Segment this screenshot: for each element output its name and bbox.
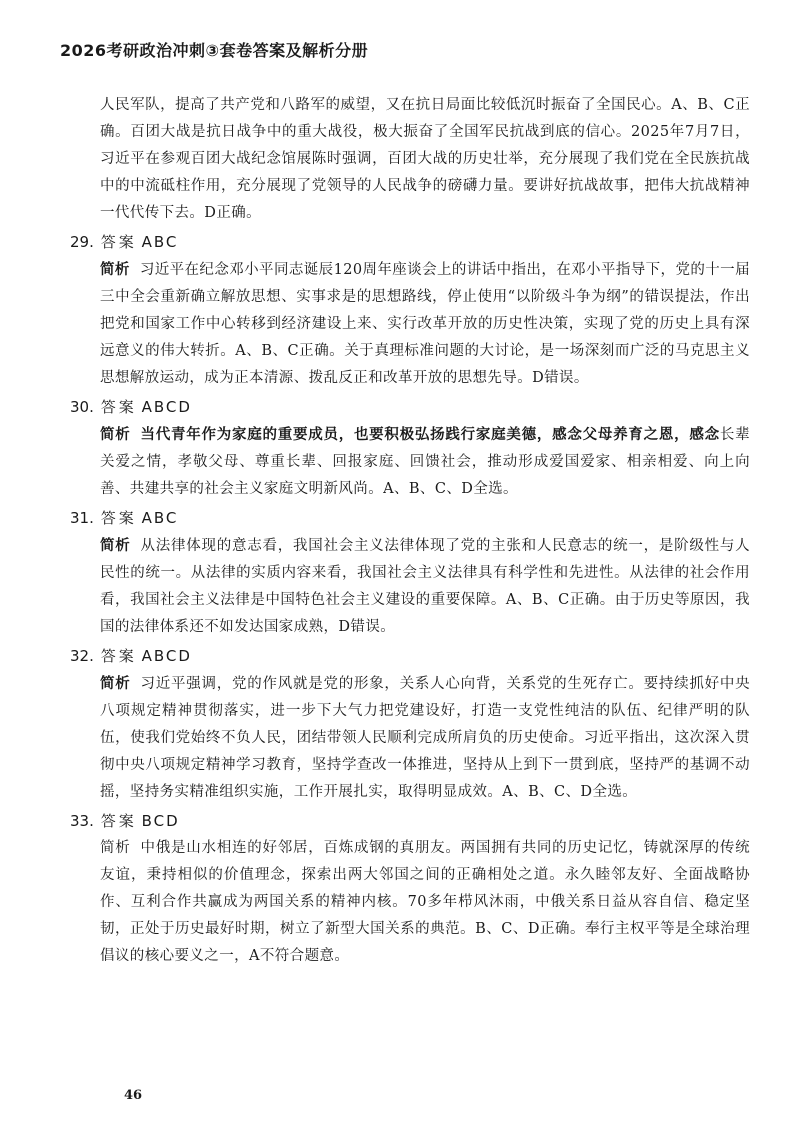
- analysis-label: 简析: [100, 840, 131, 856]
- question-30: [70, 393, 750, 503]
- analysis-text: 中俄是山水相连的好邻居，百炼成钢的真朋友。两国拥有共同的历史记忆，铸就深厚的传统友谊，秉持相似的价值理念，探索出两大邻国之间的正确相处之道。永久睦邻友好、全面战略协作、互利合作共赢成为两国关系的精神内核。70多年栉风沐雨，中俄关系日益从容自信、稳定坚韧，正处于历史最好时期，树立了新型大国关系的典范。B、C、D正确。奉行主权平等是全球治理倡议的核心要义之一，A不符合题意。: [100, 840, 750, 964]
- question-number: 30.: [70, 398, 94, 416]
- question-33: [70, 807, 750, 970]
- analysis-paragraph: [100, 256, 750, 392]
- intro-paragraph: 人民军队，提高了共产党和八路军的威望，又在抗日局面比较低沉时振奋了全国民心。A、B、C正确。百团大战是抗日战争中的重大战役，极大振奋了全国军民抗战到底的信心。2025年7月7日，习近平在参观百团大战纪念馆展陈时强调，百团大战的历史壮举，充分展现了我们党在全民族抗战中的中流砥柱作用，充分展现了党领导的人民战争的磅礴力量。要讲好抗战故事，把伟大抗战精神一代代传下去。D正确。: [100, 97, 750, 221]
- analysis-label: 简析: [100, 426, 131, 443]
- answer-choices: ABCD: [141, 647, 192, 665]
- analysis-text: 从法律体现的意志看，我国社会主义法律体现了党的主张和人民意志的统一，是阶级性与人民性的统一。从法律的实质内容来看，我国社会主义法律具有科学性和先进性。从法律的社会作用看，我国社会主义法律是中国特色社会主义建设的重要保障。A、B、C正确。由于历史等原因，我国的法律体系还不如发达国家成熟，D错误。: [100, 538, 750, 635]
- question-32: [70, 642, 750, 806]
- answer-line: [70, 807, 750, 835]
- answer-line: [70, 504, 750, 532]
- answer-label: 答案: [100, 812, 137, 830]
- question-31: [70, 504, 750, 641]
- analysis-text: 习近平在纪念邓小平同志诞辰120周年座谈会上的讲话中指出，在邓小平指导下，党的十一届三中全会重新确立解放思想、实事求是的思想路线，停止使用“以阶级斗争为纲”的错误提法，作出把党和国家工作中心转移到经济建设上来、实行改革开放的历史性决策，实现了党的历史上具有深远意义的伟大转折。A、B、C正确。关于真理标准问题的大讨论，是一场深刻而广泛的马克思主义思想解放运动，成为正本清源、拨乱反正和改革开放的思想先导。D错误。: [100, 262, 750, 386]
- analysis-label: 简析: [100, 675, 131, 692]
- answer-label: 答案: [100, 398, 137, 416]
- answer-label: 答案: [100, 233, 137, 251]
- answer-choices: ABCD: [141, 398, 192, 416]
- analysis-bold-text: 当代青年作为家庭的重要成员，也要积极弘扬践行家庭美德，感念父母养育之恩，感念: [140, 426, 720, 443]
- answer-line: [70, 393, 750, 421]
- answer-line: [70, 642, 750, 670]
- analysis-text: 长辈关爱之情，孝敬父母、尊重长辈、回报家庭、回馈社会，推动形成爱国爱家、相亲相爱、向上向善、共建共享的社会主义家庭文明新风尚。A、B、C、D全选。: [100, 427, 750, 497]
- analysis-label: 简析: [100, 261, 130, 278]
- analysis-label: 简析: [100, 537, 131, 554]
- analysis-paragraph: [100, 421, 750, 503]
- question-number: 33.: [70, 812, 94, 830]
- answer-content: [70, 92, 750, 970]
- analysis-paragraph: [100, 670, 750, 806]
- answer-choices: ABC: [141, 233, 179, 251]
- answer-choices: ABC: [141, 509, 179, 527]
- analysis-paragraph: [100, 532, 750, 641]
- answer-label: 答案: [100, 509, 137, 527]
- question-number: 32.: [70, 647, 94, 665]
- question-29: [70, 228, 750, 392]
- answer-label: 答案: [100, 647, 137, 665]
- page-header-title: 2026考研政治冲刺③套卷答案及解析分册: [60, 41, 369, 60]
- analysis-paragraph: [100, 835, 750, 970]
- answer-line: [70, 228, 750, 256]
- analysis-text: 习近平强调，党的作风就是党的形象，关系人心向背，关系党的生死存亡。要持续抓好中央八项规定精神贯彻落实，进一步下大气力把党建设好，打造一支党性纯洁的队伍、纪律严明的队伍，使我们党始终不负人民，团结带领人民顺利完成所肩负的历史使命。习近平指出，这次深入贯彻中央八项规定精神学习教育，坚持学查改一体推进，坚持从上到下一贯到底，坚持严的基调不动摇，坚持务实精准组织实施，工作开展扎实，取得明显成效。A、B、C、D全选。: [100, 676, 750, 800]
- page-number: 46: [124, 1088, 143, 1103]
- question-number: 29.: [70, 233, 94, 251]
- answer-choices: BCD: [141, 812, 180, 830]
- question-number: 31.: [70, 509, 94, 527]
